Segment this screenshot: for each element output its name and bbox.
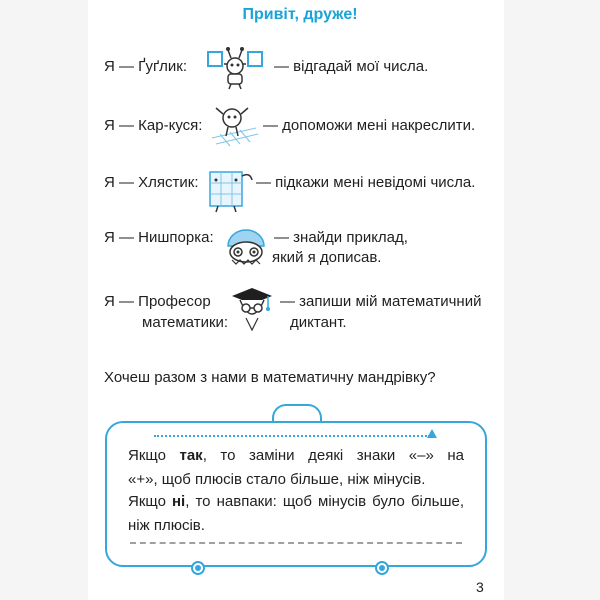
character-intro-professor-line2: математики: [142,314,229,331]
paragraph-yes-prefix: Якщо [128,447,180,464]
khlyastyk-icon [202,166,256,214]
paragraph-no-prefix: Якщо [128,493,172,510]
professor-icon [228,286,274,332]
paragraph-yes [128,444,464,492]
character-intro-karkusya: Я — Кар-куся: [104,117,203,134]
paragraph-no-keyword: ні [172,493,186,510]
page-title: Привіт, друже! [242,6,358,23]
paragraph-yes-keyword: так [179,447,203,464]
paragraph-no-line1: , то навпаки: щоб мінусів було більше, [185,493,464,510]
triangle-icon [427,429,437,438]
bag-ring-left-icon [191,561,205,575]
character-says-karkusya: — допоможи мені накреслити. [263,117,476,134]
character-intro-professor-line1: Я — Професор [104,293,211,310]
page-number: 3 [476,579,484,595]
character-says-nyshporka-line1: — знайди приклад, [274,229,408,246]
character-intro-guglyk: Я — Ґуґлик: [104,58,188,75]
character-says-professor-line1: — запиши мій математичний [280,293,482,310]
character-says-nyshporka-line2: який я дописав. [272,249,382,266]
character-intro-nyshporka: Я — Нишпорка: [104,229,214,246]
paragraph-yes-line2: «+», щоб плюсів стало більше, ніж мінусів. [128,471,426,488]
paragraph-no [128,490,464,538]
question-text: Хочеш разом з нами в математичну мандрівку? [104,369,436,386]
guglyk-icon [206,46,264,90]
character-intro-khlyastyk: Я — Хлястик: [104,174,199,191]
character-says-guglyk: — відгадай мої числа. [274,58,429,75]
character-says-khlyastyk: — підкажи мені невідомі числа. [256,174,476,191]
paragraph-no-line2: ніж плюсів. [128,517,205,534]
answer-dash-line [130,542,462,544]
nyshporka-icon [224,226,268,268]
bag-ring-right-icon [375,561,389,575]
dotted-line [154,435,430,437]
paragraph-yes-line1: , то заміни деякі знаки «–» на [202,447,464,464]
character-says-professor-line2: диктант. [290,314,347,331]
karkusya-icon [208,104,260,148]
